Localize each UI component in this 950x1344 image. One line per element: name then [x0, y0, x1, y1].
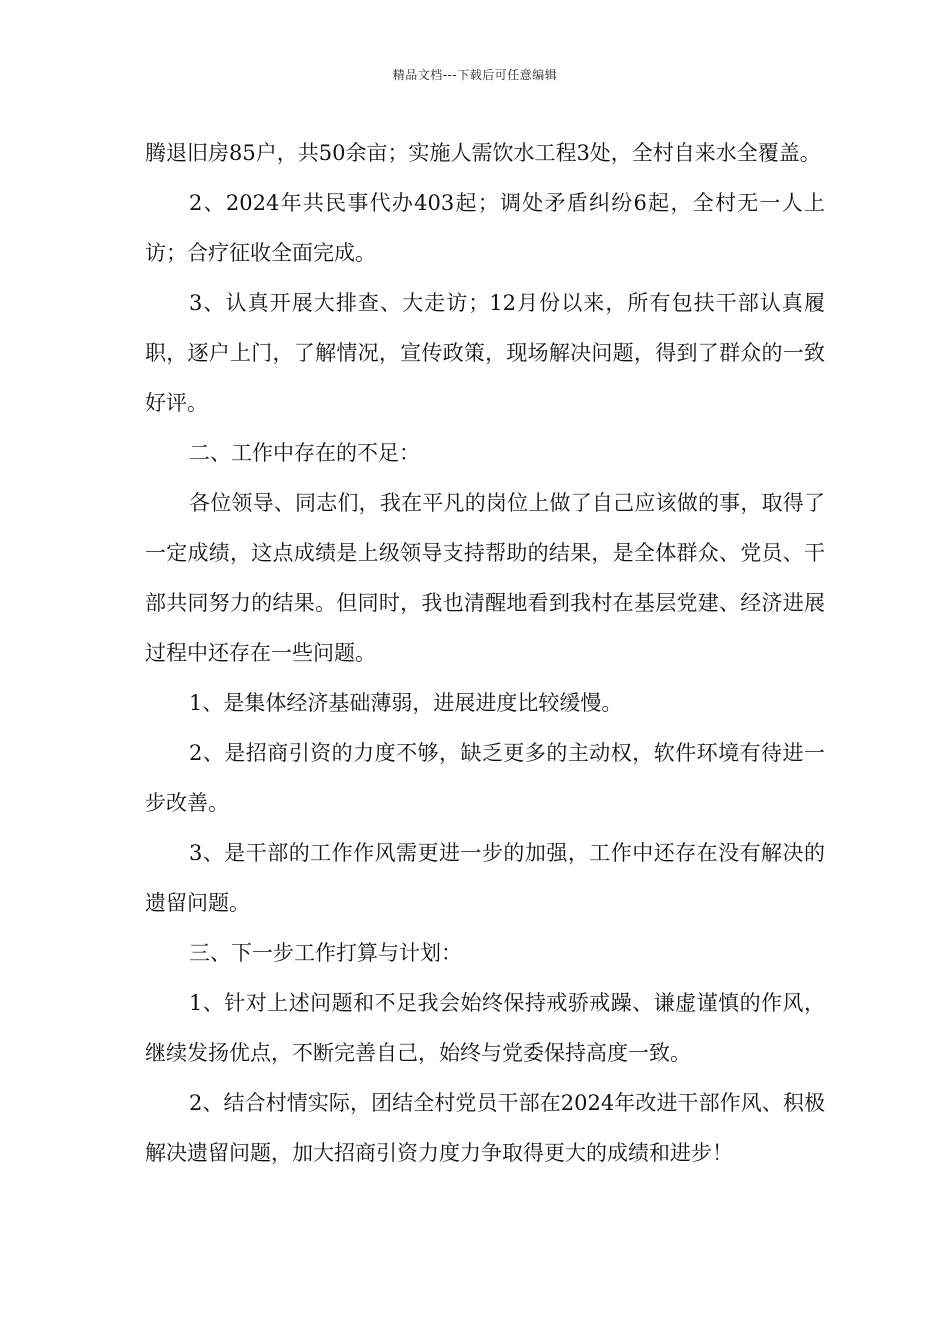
page-header: 精品文档---下载后可任意编辑: [392, 68, 558, 82]
paragraph-item-2: 2、2024年共民事代办403起；调处矛盾纠纷6起，全村无一人上访；合疗征收全面完成。: [145, 191, 825, 265]
paragraph-shortcoming-3: 3、是干部的工作作风需更进一步的加强，工作中还存在没有解决的遗留问题。: [145, 841, 825, 915]
section-heading-shortcomings: 二、工作中存在的不足：: [189, 441, 420, 465]
section-heading-next-steps: 三、下一步工作打算与计划：: [189, 941, 462, 965]
paragraph-plan-2: 2、结合村情实际，团结全村党员干部在2024年改进干部作风、积极解决遗留问题，加大招商引资力度力争取得更大的成绩和进步！: [145, 1091, 825, 1165]
paragraph-shortcoming-1: 1、是集体经济基础薄弱，进展进度比较缓慢。: [189, 691, 623, 715]
paragraph-plan-1: 1、针对上述问题和不足我会始终保持戒骄戒躁、谦虚谨慎的作风，继续发扬优点，不断完善自己，始终与党委保持高度一致。: [145, 991, 825, 1065]
paragraph-item-3: 3、认真开展大排查、大走访；12月份以来，所有包扶干部认真履职，逐户上门，了解情况，宣传政策，现场解决问题，得到了群众的一致好评。: [145, 291, 825, 415]
paragraph-continuation: 腾退旧房85户，共50余亩；实施人需饮水工程3处，全村自来水全覆盖。: [145, 141, 821, 165]
document-body: [145, 128, 825, 1178]
paragraph-shortcomings-intro: 各位领导、同志们，我在平凡的岗位上做了自己应该做的事，取得了一定成绩，这点成绩是上级领导支持帮助的结果，是全体群众、党员、干部共同努力的结果。但同时，我也清醒地看到我村在基层党建、经济进展过程中还存在一些问题。: [145, 491, 825, 665]
paragraph-shortcoming-2: 2、是招商引资的力度不够，缺乏更多的主动权，软件环境有待进一步改善。: [145, 741, 825, 815]
